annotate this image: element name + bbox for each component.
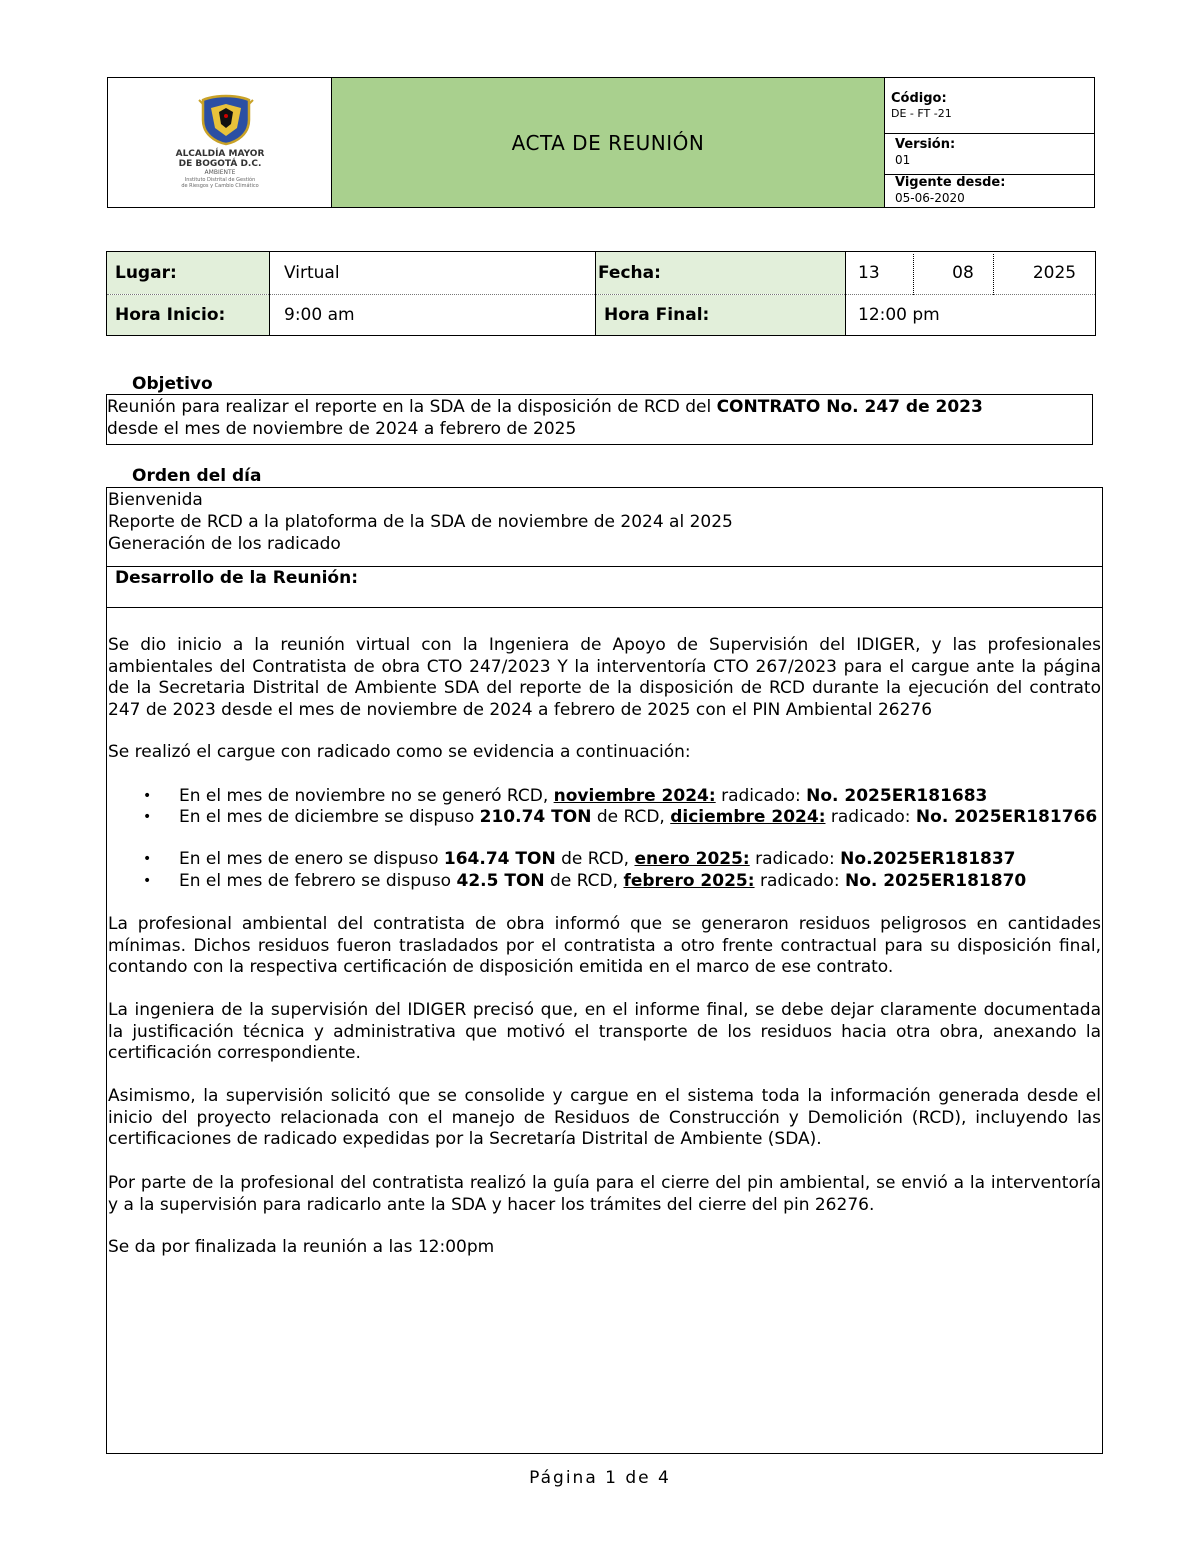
- bullet-text: [179, 871, 1101, 892]
- bullet-span: En el mes de noviembre no se generó RCD,: [179, 786, 554, 806]
- objetivo-line-1: [107, 396, 983, 418]
- desarrollo-title: Desarrollo de la Reunión:: [115, 568, 358, 588]
- desarrollo-paragraph-5: Asimismo, la supervisión solicitó que se consolide y cargue en el sistema toda la información generada desde el inicio del proyecto relacionada con el manejo de Residuos de Construcción y Demolición (RCD), incluyendo las certificaciones de radicado expedidas por la Secretaría Distrital de Ambiente (SDA).: [108, 1086, 1101, 1149]
- divider: [913, 254, 914, 295]
- fecha-year: 2025: [1032, 263, 1077, 283]
- logo-text-1: ALCALDÍA MAYOR: [175, 149, 265, 159]
- orden-item: Bienvenida: [108, 490, 203, 510]
- document-title: ACTA DE REUNIÓN: [332, 78, 885, 207]
- divider: [107, 607, 1102, 608]
- objetivo-line-2: desde el mes de noviembre de 2024 a febrero de 2025: [107, 419, 577, 439]
- version-label: Versión:: [895, 137, 956, 152]
- codigo-label: Código:: [891, 91, 947, 106]
- divider: [107, 294, 1095, 295]
- metadata-cell: [885, 78, 1094, 207]
- version-block: [885, 134, 1094, 175]
- vigente-label: Vigente desde:: [895, 175, 1006, 190]
- page-number: Página 1 de 4: [529, 1468, 671, 1488]
- hora-final-label: Hora Final:: [596, 295, 845, 335]
- desarrollo-paragraph-6: Por parte de la profesional del contratista realizó la guía para el cierre del pin ambiental, se envió a la interventoría y a la supervisión para radicarlo ante la SDA y hacer los trámites del cierre del pin 26276.: [108, 1173, 1101, 1215]
- lugar-label: Lugar:: [107, 252, 269, 294]
- hora-final-value: 12:00 pm: [858, 305, 940, 325]
- bullet-span: En el mes de febrero se dispuso: [179, 871, 457, 891]
- fecha-day: 13: [858, 263, 880, 283]
- divider: [993, 254, 994, 295]
- bullet-span: radicado:: [754, 871, 845, 891]
- radicado-bullet: [143, 849, 1101, 870]
- document-header: [107, 77, 1095, 208]
- version-value: 01: [895, 153, 911, 167]
- bullet-icon: •: [143, 809, 152, 825]
- desarrollo-paragraph-1: Se dio inicio a la reunión virtual con la Ingeniera de Apoyo de Supervisión del IDIGER, y las profesionales ambientales del Contratista de obra CTO 247/2023 Y la interventoría CTO 267/2023 para el cargue ante la página de la Secretaria Distrital de Ambiente SDA del reporte de la disposición de RCD durante la ejecución del contrato 247 de 2023 desde el mes de noviembre de 2024 a febrero de 2025 con el PIN Ambiental 26276: [108, 635, 1101, 720]
- bullet-ton: 42.5 TON: [456, 871, 545, 891]
- desarrollo-paragraph-3: La profesional ambiental del contratista de obra informó que se generaron residuos peligrosos en cantidades mínimas. Dichos residuos fueron trasladados por el contratista a otro frente contractual para su disposición final, contando con la respectiva certificación de disposición emitida en el marco de ese contrato.: [108, 914, 1101, 977]
- fecha-label: Fecha:: [596, 252, 845, 294]
- bullet-radicado: No. 2025ER181683: [806, 786, 988, 806]
- bullet-period: diciembre 2024:: [670, 807, 826, 827]
- bullet-text: [179, 807, 1101, 828]
- vigente-value: 05-06-2020: [895, 191, 965, 205]
- bullet-icon: •: [143, 788, 152, 804]
- hora-inicio-value: 9:00 am: [284, 305, 355, 325]
- bullet-span: En el mes de enero se dispuso: [179, 849, 444, 869]
- bullet-span: de RCD,: [555, 849, 635, 869]
- radicado-bullet: [143, 807, 1101, 849]
- contrato-number: CONTRATO No. 247 de 2023: [716, 397, 983, 417]
- radicado-bullet: [143, 786, 1101, 807]
- bullet-radicado: No. 2025ER181870: [844, 871, 1027, 891]
- bullet-radicado: No.2025ER181837: [840, 849, 1016, 869]
- logo-cell: [108, 78, 332, 207]
- bullet-span: de RCD,: [544, 871, 624, 891]
- logo-text-5: de Riesgos y Cambio Climático: [181, 183, 259, 189]
- bullet-ton: 210.74 TON: [479, 807, 592, 827]
- desarrollo-paragraph-7: Se da por finalizada la reunión a las 12:00pm: [108, 1237, 495, 1257]
- objetivo-box: [106, 394, 1093, 445]
- bullet-span: radicado:: [825, 807, 916, 827]
- objetivo-text: Reunión para realizar el reporte en la SDA de la disposición de RCD del: [107, 397, 717, 417]
- bullet-period: febrero 2025:: [623, 871, 755, 891]
- meeting-info-table: [106, 251, 1096, 336]
- orden-title: Orden del día: [132, 466, 262, 486]
- hora-inicio-label: Hora Inicio:: [107, 295, 269, 335]
- objetivo-title: Objetivo: [132, 374, 213, 394]
- logo-text-4: Instituto Distrital de Gestión: [184, 177, 256, 183]
- vigente-block: [885, 175, 1094, 207]
- codigo-block: [885, 78, 1094, 134]
- bullet-text: [179, 786, 1101, 807]
- main-content-box: [106, 487, 1103, 1454]
- radicado-bullet: [143, 871, 1101, 892]
- bullet-span: radicado:: [749, 849, 841, 869]
- bullet-span: de RCD,: [591, 807, 671, 827]
- bullet-radicado: No. 2025ER181766: [915, 807, 1098, 827]
- bullet-span: En el mes de diciembre se dispuso: [179, 807, 480, 827]
- desarrollo-paragraph-4: La ingeniera de la supervisión del IDIGER precisó que, en el informe final, se debe dejar claramente documentada la justificación técnica y administrativa que motivó el transporte de los residuos hacia otra obra, anexando la certificación correspondiente.: [108, 1000, 1101, 1063]
- bullet-period: noviembre 2024:: [553, 786, 716, 806]
- desarrollo-paragraph-2: Se realizó el cargue con radicado como se evidencia a continuación:: [108, 742, 691, 762]
- fecha-month: 08: [952, 263, 974, 283]
- bullet-period: enero 2025:: [634, 849, 750, 869]
- logo-text-2: DE BOGOTÁ D.C.: [178, 159, 262, 169]
- bullet-text: [179, 849, 1101, 870]
- orden-item: Reporte de RCD a la platoforma de la SDA de noviembre de 2024 al 2025: [108, 512, 733, 532]
- bullet-icon: •: [143, 851, 152, 867]
- lugar-value: Virtual: [284, 263, 340, 283]
- bullet-ton: 164.74 TON: [443, 849, 556, 869]
- logo-text-3: AMBIENTE: [204, 169, 236, 176]
- coat-of-arms-logo: [191, 94, 261, 146]
- bullet-icon: •: [143, 873, 152, 889]
- codigo-value: DE - FT -21: [891, 107, 952, 120]
- bullet-span: radicado:: [715, 786, 807, 806]
- orden-item: Generación de los radicado: [108, 534, 341, 554]
